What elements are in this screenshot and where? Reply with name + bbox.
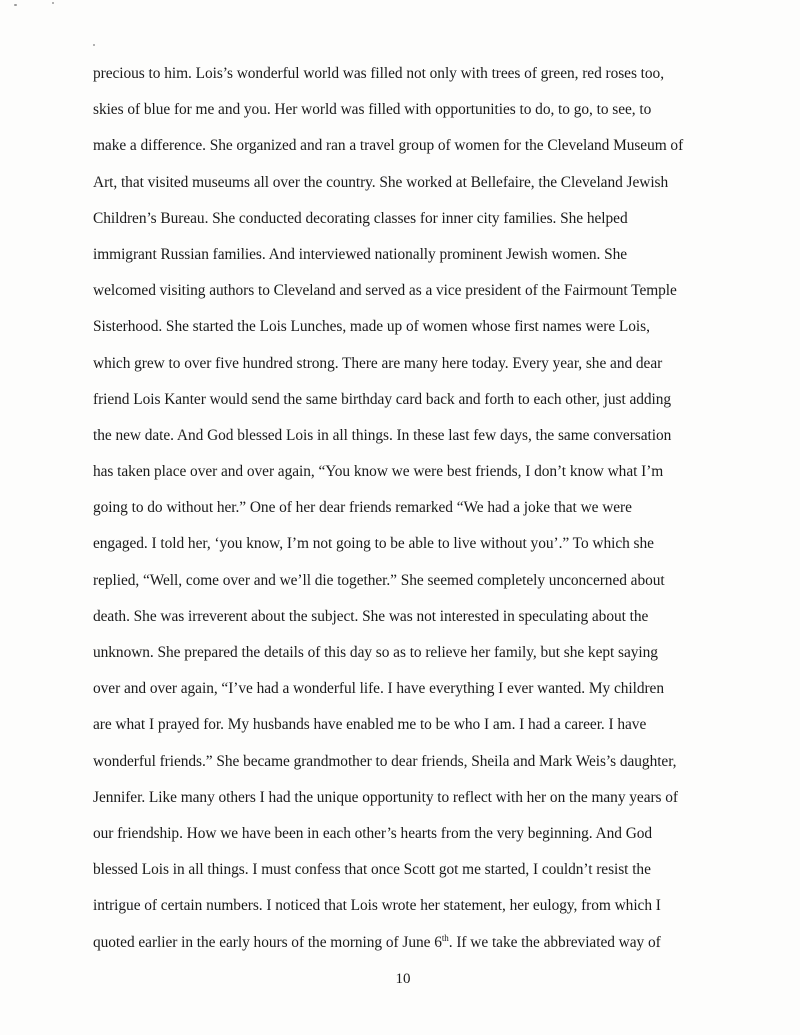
text-line: friend Lois Kanter would send the same birthday card back and forth to each other, just adding bbox=[93, 390, 672, 408]
text-line: Art, that visited museums all over the country. She worked at Bellefaire, the Cleveland Jewish bbox=[93, 173, 669, 191]
text-line: welcomed visiting authors to Cleveland and served as a vice president of the Fairmount Temple bbox=[93, 282, 677, 300]
page-number: 10 bbox=[395, 971, 411, 987]
text-line: replied, “Well, come over and we’ll die together.” She seemed completely unconcerned about bbox=[93, 571, 665, 589]
text-line: Sisterhood. She started the Lois Lunches, made up of women whose first names were Lois, bbox=[93, 318, 650, 336]
scan-speck bbox=[93, 44, 95, 46]
body-text bbox=[93, 62, 713, 967]
text-line: over and over again, “I’ve had a wonderful life. I have everything I ever wanted. My children bbox=[93, 680, 664, 698]
ordinal-superscript: th bbox=[441, 932, 449, 943]
text-line-last bbox=[93, 931, 713, 967]
text-line: skies of blue for me and you. Her world was filled with opportunities to do, to go, to see, to bbox=[93, 101, 652, 119]
text-line: wonderful friends.” She became grandmother to dear friends, Sheila and Mark Weis’s daughter, bbox=[93, 752, 677, 770]
text-line: are what I prayed for. My husbands have enabled me to be who I am. I had a career. I have bbox=[93, 716, 647, 734]
text-line: unknown. She prepared the details of this day so as to relieve her family, but she kept saying bbox=[93, 644, 658, 661]
text-line: death. She was irreverent about the subject. She was not interested in speculating about the bbox=[93, 607, 649, 625]
text-line: going to do without her.” One of her dear friends remarked “We had a joke that we were bbox=[93, 499, 632, 517]
text-line: blessed Lois in all things. I must confess that once Scott got me started, I couldn’t resist the bbox=[93, 861, 651, 879]
text-line: the new date. And God blessed Lois in all things. In these last few days, the same conversation bbox=[93, 426, 672, 444]
text-line: Jennifer. Like many others I had the unique opportunity to reflect with her on the many years of bbox=[93, 788, 679, 806]
text-line: intrigue of certain numbers. I noticed that Lois wrote her statement, her eulogy, from which I bbox=[93, 897, 661, 915]
text-line: immigrant Russian families. And interviewed nationally prominent Jewish women. She bbox=[93, 245, 628, 263]
text-fragment: quoted earlier in the early hours of the morning of June 6 bbox=[93, 933, 442, 951]
text-line: has taken place over and over again, “You know we were best friends, I don’t know what I’m bbox=[93, 463, 664, 481]
text-line: which grew to over five hundred strong. There are many here today. Every year, she and dear bbox=[93, 354, 663, 372]
text-fragment: . If we take the abbreviated way of bbox=[448, 933, 661, 951]
scan-speck bbox=[52, 2, 54, 4]
text-line: engaged. I told her, ‘you know, I’m not going to be able to live without you’.” To which she bbox=[93, 535, 654, 553]
text-line: our friendship. How we have been in each other’s hearts from the very beginning. And God bbox=[93, 824, 653, 842]
text-line: make a difference. She organized and ran a travel group of women for the Cleveland Museum of bbox=[93, 137, 684, 155]
text-line: Children’s Bureau. She conducted decorating classes for inner city families. She helped bbox=[93, 209, 628, 227]
text-line: precious to him. Lois’s wonderful world was filled not only with trees of green, red roses too, bbox=[93, 65, 665, 82]
scan-speck bbox=[14, 4, 17, 6]
